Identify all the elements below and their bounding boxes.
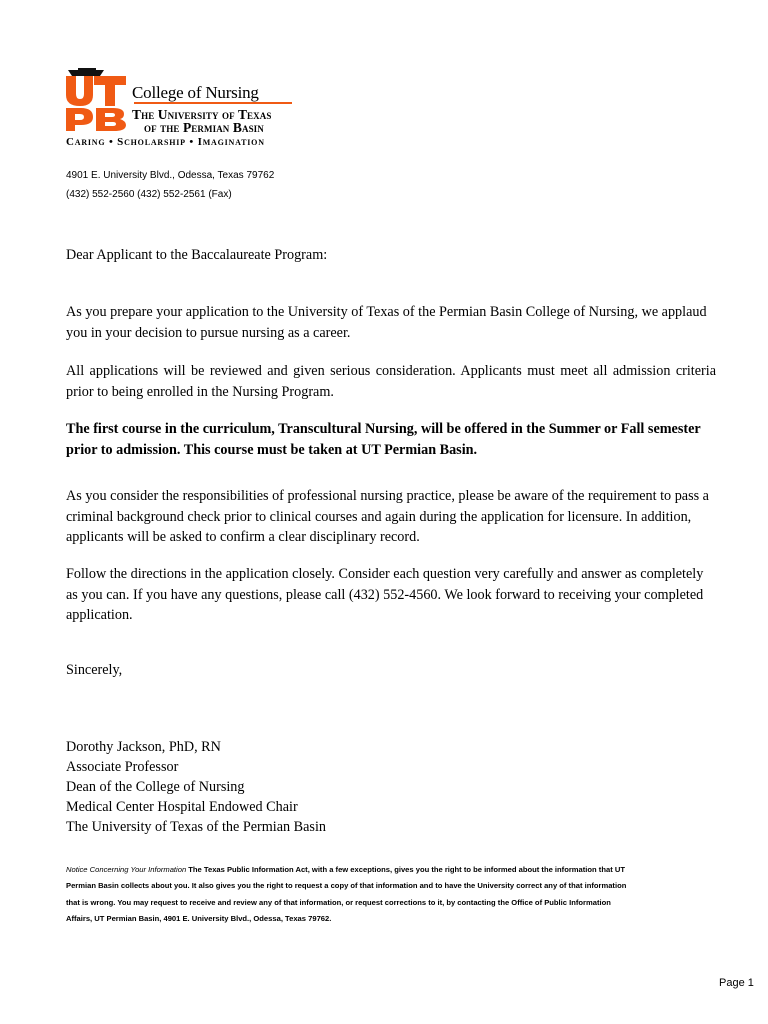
closing: Sincerely, <box>66 662 123 678</box>
signature-title-3: Medical Center Hospital Endowed Chair <box>66 799 298 815</box>
paragraph-5-text: Follow the directions in the application closely. Consider each question very carefully and answer as completely as you can. If you have any questions, please call (432) 552-4560. We look forward to receiving your completed application. <box>66 566 704 623</box>
utpb-logo-icon <box>64 66 128 132</box>
signature-title-1: Associate Professor <box>66 759 179 775</box>
signature-name: Dorothy Jackson, PhD, RN <box>66 739 221 755</box>
paragraph-3 <box>66 419 716 460</box>
paragraph-5 <box>66 564 716 626</box>
paragraph-2-text: All applications will be reviewed and given serious consideration. Applicants must meet all admission criteria prior to being enrolled in the Nursing Program. <box>66 363 716 400</box>
privacy-notice-text: The Texas Public Information Act, with a few exceptions, gives you the right to be informed about the information that UT Permian Basin collects about you. It also gives you the right to request a copy of that information and to have the University correct any of that information that is wrong. You may request to receive and review any of that information, or request corrections to it, by contacting the Office of Public Information Affairs, UT Permian Basin, 4901 E. University Blvd., Odessa, Texas 79762. <box>66 865 627 924</box>
phone-fax: (432) 552-2560 (432) 552-2561 (Fax) <box>66 189 232 200</box>
paragraph-4-text: As you consider the responsibilities of professional nursing practice, please be aware of the requirement to pass a criminal background check prior to clinical courses and again during the application for licensure. In addition, applicants will be asked to confirm a clear disciplinary record. <box>66 488 709 545</box>
privacy-notice <box>66 862 636 928</box>
paragraph-2 <box>66 361 716 402</box>
address: 4901 E. University Blvd., Odessa, Texas 79762 <box>66 170 275 181</box>
signature-title-2: Dean of the College of Nursing <box>66 779 245 795</box>
paragraph-1 <box>66 302 716 343</box>
motto: Caring • Scholarship • Imagination <box>66 136 265 148</box>
page-number: Page 1 <box>719 977 754 989</box>
privacy-notice-label: Notice Concerning Your Information <box>66 865 187 874</box>
college-underline <box>134 102 292 104</box>
signature-title-4: The University of Texas of the Permian Basin <box>66 819 326 835</box>
paragraph-1-text: As you prepare your application to the University of Texas of the Permian Basin College of Nursing, we applaud you in your decision to pursue nursing as a career. <box>66 304 707 341</box>
paragraph-3-text: The first course in the curriculum, Transcultural Nursing, will be offered in the Summer or Fall semester prior to admission. This course must be taken at UT Permian Basin. <box>66 421 701 458</box>
college-name: College of Nursing <box>132 83 259 102</box>
paragraph-4 <box>66 486 716 548</box>
university-name-line2: of the Permian Basin <box>144 120 264 135</box>
salutation: Dear Applicant to the Baccalaureate Program: <box>66 247 328 263</box>
letterhead-logo <box>64 66 304 152</box>
university-name-line1: The University of Texas <box>132 107 272 122</box>
